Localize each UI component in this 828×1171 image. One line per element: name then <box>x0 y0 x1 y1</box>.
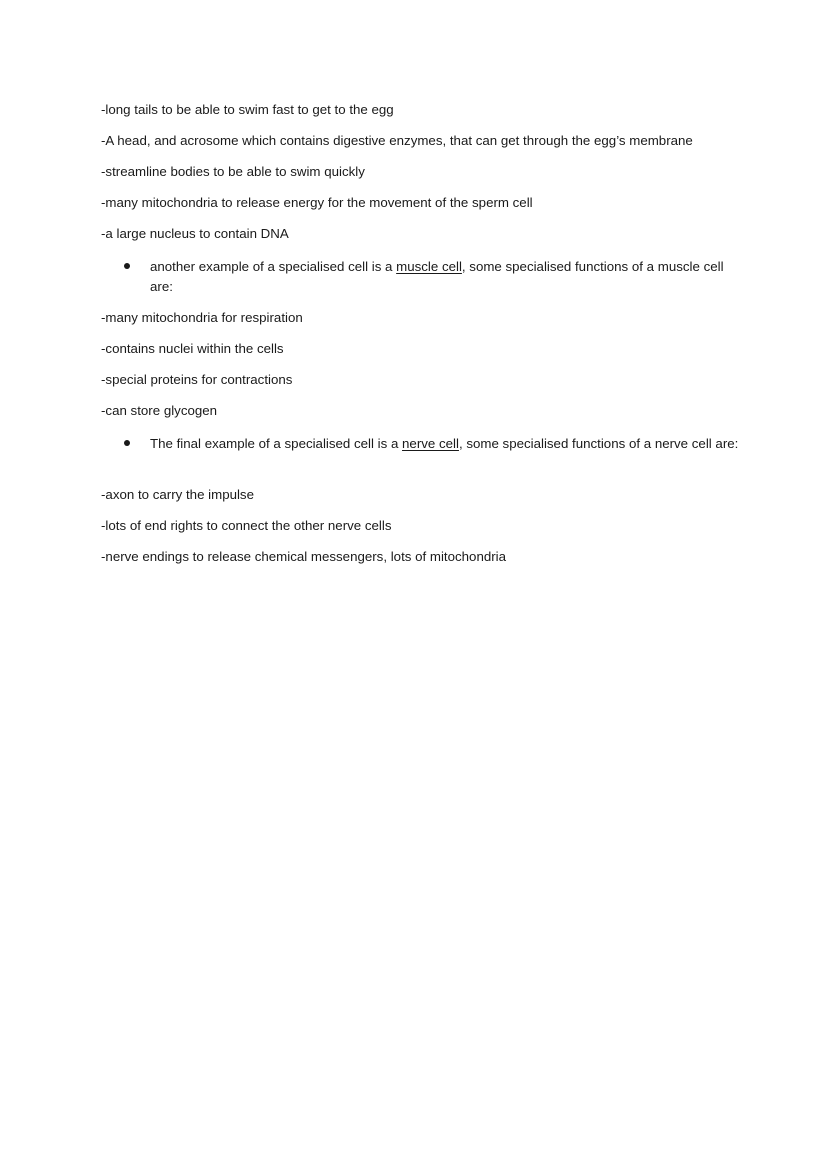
muscle-feature-mitochondria: -many mitochondria for respiration <box>101 310 303 325</box>
sperm-feature-head: -A head, and acrosome which contains digestive enzymes, that can get through the egg’s membrane <box>101 133 693 148</box>
nerve-intro-before: The final example of a specialised cell is a <box>150 436 403 451</box>
sperm-feature-mitochondria: -many mitochondria to release energy for the movement of the sperm cell <box>101 195 533 210</box>
nerve-feature-axon: -axon to carry the impulse <box>101 487 254 502</box>
muscle-feature-proteins: -special proteins for contractions <box>101 372 293 387</box>
muscle-intro-before: another example of a specialised cell is a <box>150 259 397 274</box>
muscle-feature-nuclei: -contains nuclei within the cells <box>101 341 284 356</box>
sperm-feature-nucleus: -a large nucleus to contain DNA <box>101 226 289 241</box>
muscle-feature-glycogen: -can store glycogen <box>101 403 218 418</box>
nerve-cell-intro <box>150 434 740 454</box>
bullet-icon <box>124 440 130 446</box>
muscle-intro-after: , some specialised functions of a muscle cell are: <box>150 259 724 294</box>
bullet-icon <box>124 263 130 269</box>
nerve-cell-term: nerve cell <box>402 436 459 451</box>
nerve-feature-end-rights: -lots of end rights to connect the other nerve cells <box>101 518 392 533</box>
nerve-intro-after: , some specialised functions of a nerve cell are: <box>458 436 739 451</box>
muscle-cell-intro <box>150 257 740 297</box>
sperm-feature-streamline: -streamline bodies to be able to swim quickly <box>101 164 365 179</box>
sperm-feature-tails: -long tails to be able to swim fast to get to the egg <box>101 102 394 117</box>
muscle-cell-term: muscle cell <box>396 259 462 274</box>
nerve-feature-endings: -nerve endings to release chemical messengers, lots of mitochondria <box>101 549 507 564</box>
